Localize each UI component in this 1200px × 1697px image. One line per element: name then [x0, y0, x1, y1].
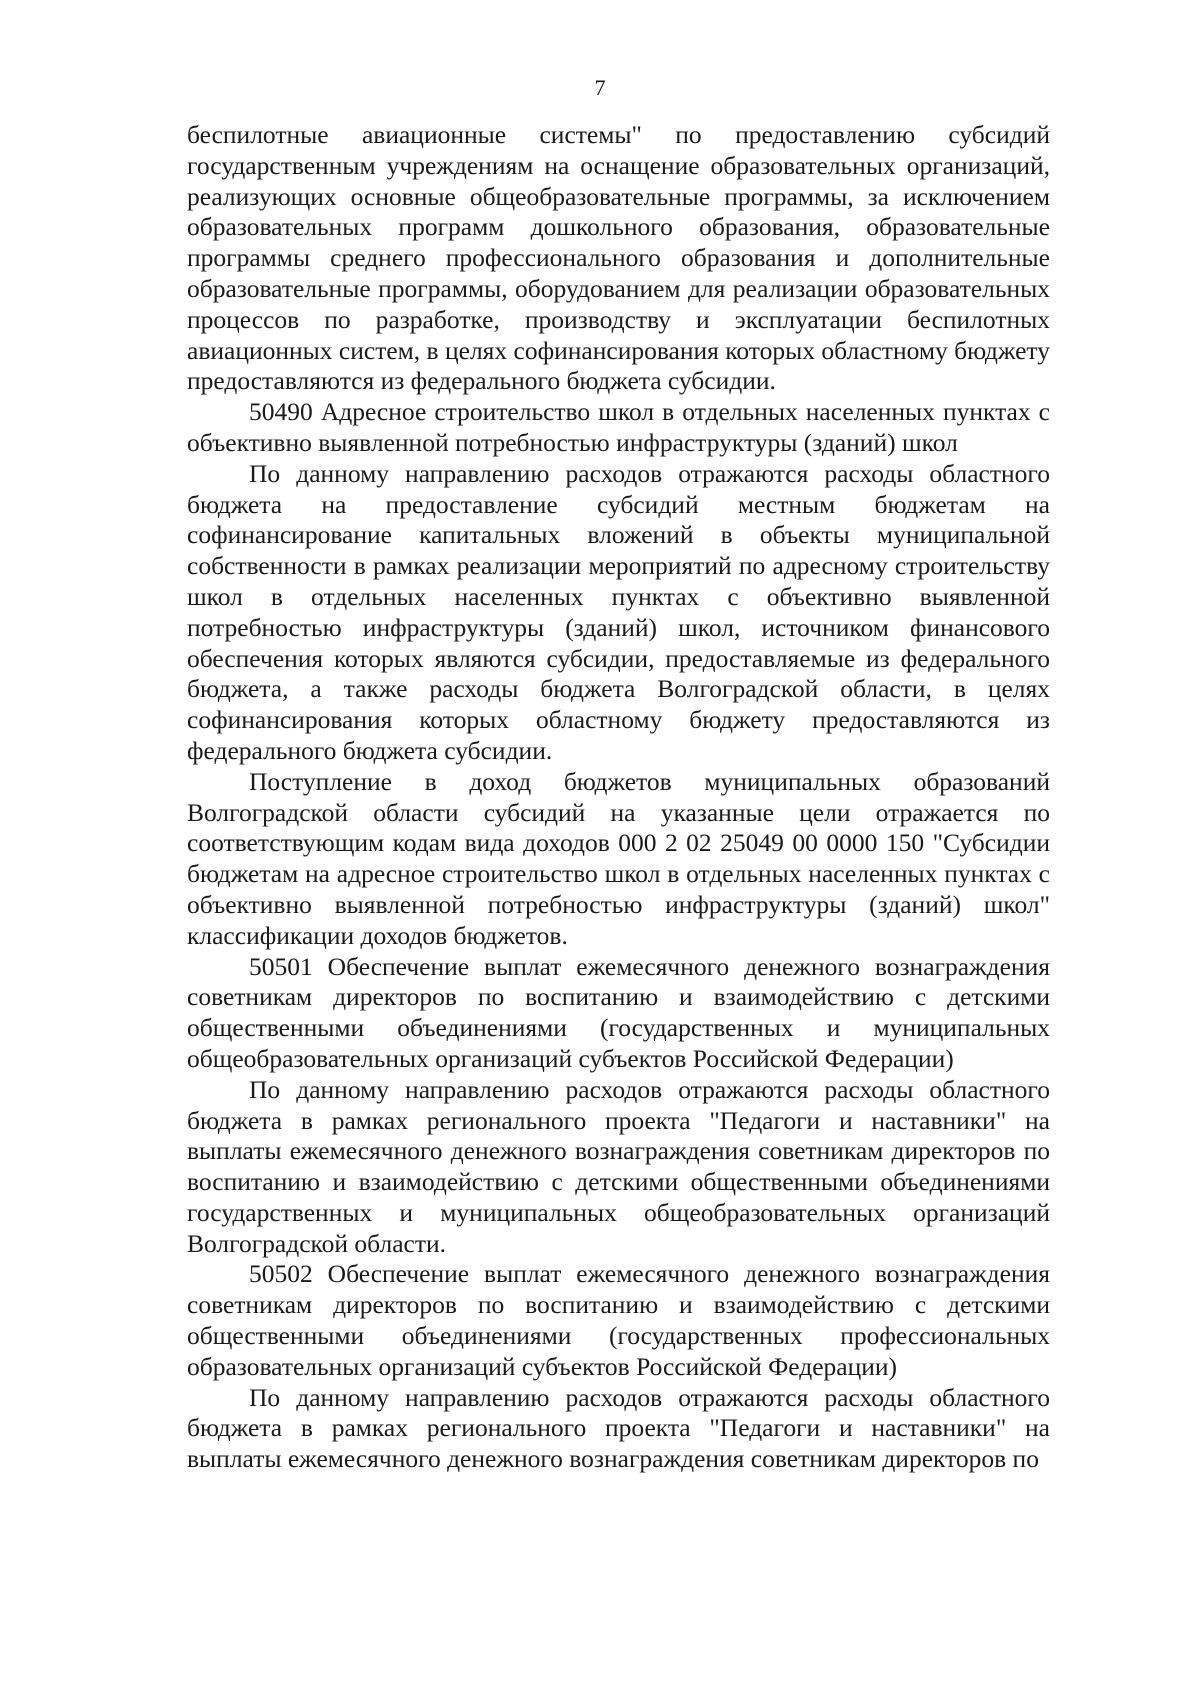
- section-heading-50502: 50502 Обеспечение выплат ежемесячного денежного вознаграждения советникам директоров по воспитанию и взаимодействию с детскими общественными объединениями (государственных профессиональных образовательных организаций субъектов Российской Федерации): [187, 1259, 1050, 1381]
- paragraph-50490-income: Поступление в доход бюджетов муниципальных образований Волгоградской области субсидий на указанные цели отражается по соответствующим кодам вида доходов 000 2 02 25049 00 0000 150 "Субсидии бюджетам на адресное строительство школ в отдельных населенных пунктах с объективно выявленной потребностью инфраструктуры (зданий) школ" классификации доходов бюджетов.: [187, 766, 1050, 950]
- paragraph-continuation: беспилотные авиационные системы" по предоставлению субсидий государственным учреждениям на оснащение образовательных организаций, реализующих основные общеобразовательные программы, за исключением образовательных программ дошкольного образования, образовательные программы среднего профессионального образования и дополнительные образовательные программы, оборудованием для реализации образовательных процессов по разработке, производству и эксплуатации беспилотных авиационных систем, в целях софинансирования которых областному бюджету предоставляются из федерального бюджета субсидии.: [187, 120, 1050, 396]
- page-number: 7: [594, 75, 606, 100]
- section-heading-50501: 50501 Обеспечение выплат ежемесячного денежного вознаграждения советникам директоров по воспитанию и взаимодействию с детскими общественными объединениями (государственных и муниципальных общеобразовательных организаций субъектов Российской Федерации): [187, 951, 1050, 1073]
- paragraph-50502-description: По данному направлению расходов отражаются расходы областного бюджета в рамках регионального проекта "Педагоги и наставники" на выплаты ежемесячного денежного вознаграждения советникам директоров по: [187, 1382, 1050, 1474]
- paragraph-50501-description: По данному направлению расходов отражаются расходы областного бюджета в рамках регионального проекта "Педагоги и наставники" на выплаты ежемесячного денежного вознаграждения советникам директоров по воспитанию и взаимодействию с детскими общественными объединениями государственных и муниципальных общеобразовательных организаций Волгоградской области.: [187, 1074, 1050, 1258]
- section-heading-50490: 50490 Адресное строительство школ в отдельных населенных пунктах с объективно выявленной потребностью инфраструктуры (зданий) школ: [187, 397, 1050, 457]
- document-body: [187, 120, 1050, 1475]
- paragraph-50490-description: По данному направлению расходов отражаются расходы областного бюджета на предоставление субсидий местным бюджетам на софинансирование капитальных вложений в объекты муниципальной собственности в рамках реализации мероприятий по адресному строительству школ в отдельных населенных пунктах с объективно выявленной потребностью инфраструктуры (зданий) школ, источником финансового обеспечения которых являются субсидии, предоставляемые из федерального бюджета, а также расходы бюджета Волгоградской области, в целях софинансирования которых областному бюджету предоставляются из федерального бюджета субсидии.: [187, 458, 1050, 765]
